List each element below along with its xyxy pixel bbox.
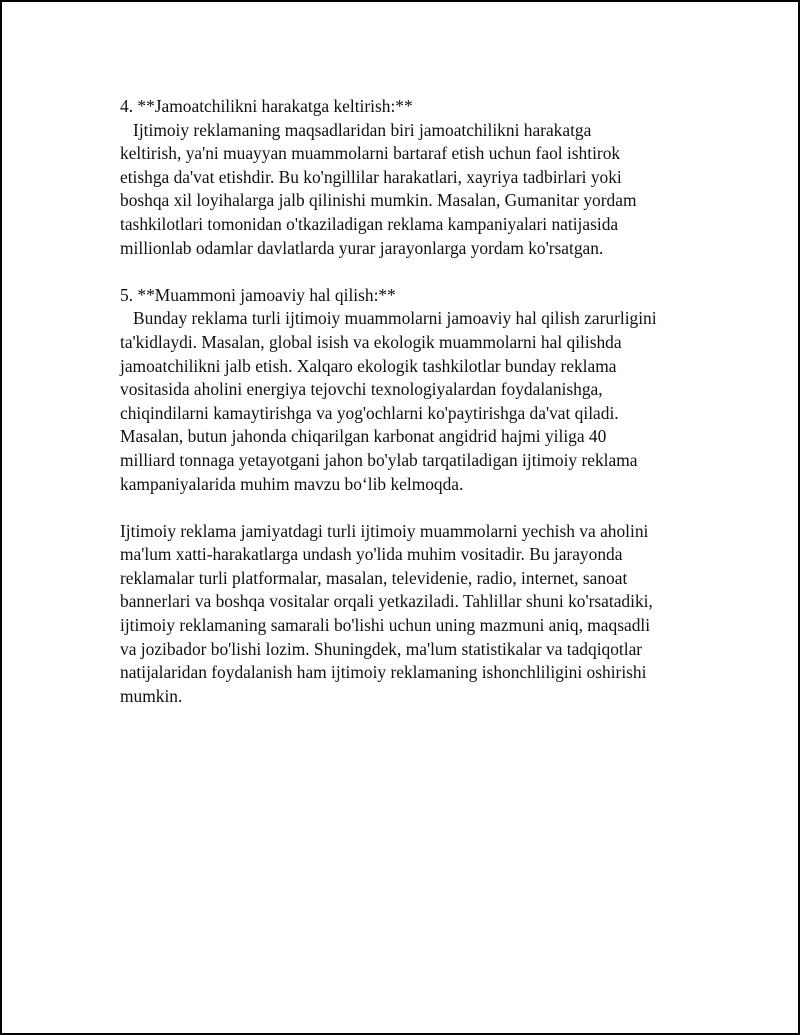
paragraph-line: bannerlari va boshqa vositalar orqali yetkaziladi. Tahlillar shuni ko'rsatadiki,: [120, 591, 653, 612]
paragraph-line: Masalan, butun jahonda chiqarilgan karbonat angidrid hajmi yiliga 40: [120, 426, 607, 447]
paragraph-line: Bunday reklama turli ijtimoiy muammolarni jamoaviy hal qilish zarurligini: [120, 308, 657, 329]
paragraph-line: chiqindilarni kamaytirishga va yog'ochlarni ko'paytirishga da'vat qiladi.: [120, 402, 619, 423]
paragraph-line: reklamalar turli platformalar, masalan, televidenie, radio, internet, sanoat: [120, 567, 628, 588]
paragraph-line: boshqa xil loyihalarga jalb qilinishi mumkin. Masalan, Gumanitar yordam: [120, 190, 637, 211]
paragraph-line: Ijtimoiy reklamaning maqsadlaridan biri jamoatchilikni harakatga: [120, 119, 592, 140]
section-muammoni: [120, 284, 700, 496]
document-body: [120, 95, 700, 708]
section-heading: 5. **Muammoni jamoaviy hal qilish:**: [120, 284, 396, 305]
section-conclusion: [120, 520, 700, 709]
paragraph-line: keltirish, ya'ni muayyan muammolarni bartaraf etish uchun faol ishtirok: [120, 143, 621, 164]
paragraph-line: ijtimoiy reklamaning samarali bo'lishi uchun uning mazmuni aniq, maqsadli: [120, 615, 651, 636]
paragraph-line: jamoatchilikni jalb etish. Xalqaro ekologik tashkilotlar bunday reklama: [120, 355, 617, 376]
paragraph-line: etishga da'vat etishdir. Bu ko'ngillilar harakatlari, xayriya tadbirlari yoki: [120, 166, 622, 187]
paragraph-line: millionlab odamlar davlatlarda yurar jarayonlarga yordam ko'rsatgan.: [120, 237, 604, 258]
paragraph-line: ta'kidlaydi. Masalan, global isish va ekologik muammolarni hal qilishda: [120, 331, 622, 352]
paragraph-line: ma'lum xatti-harakatlarga undash yo'lida muhim vositadir. Bu jarayonda: [120, 544, 623, 565]
paragraph-line: tashkilotlari tomonidan o'tkaziladigan reklama kampaniyalari natijasida: [120, 213, 619, 234]
paragraph-spacer: [120, 260, 700, 284]
paragraph-line: mumkin.: [120, 685, 183, 706]
section-jamoatchilik: [120, 95, 700, 260]
paragraph-line: kampaniyalarida muhim mavzu bo‘lib kelmoqda.: [120, 473, 464, 494]
paragraph-line: va jozibador bo'lishi lozim. Shuningdek, ma'lum statistikalar va tadqiqotlar: [120, 638, 643, 659]
paragraph-spacer: [120, 496, 700, 520]
paragraph-line: Ijtimoiy reklama jamiyatdagi turli ijtimoiy muammolarni yechish va aholini: [120, 520, 649, 541]
paragraph-line: milliard tonnaga yetayotgani jahon bo'ylab tarqatiladigan ijtimoiy reklama: [120, 449, 638, 470]
paragraph-line: vositasida aholini energiya tejovchi texnologiyalardan foydalanishga,: [120, 379, 603, 400]
section-heading: 4. **Jamoatchilikni harakatga keltirish:**: [120, 96, 413, 116]
paragraph-line: natijalaridan foydalanish ham ijtimoiy reklamaning ishonchliligini oshirishi: [120, 662, 647, 683]
